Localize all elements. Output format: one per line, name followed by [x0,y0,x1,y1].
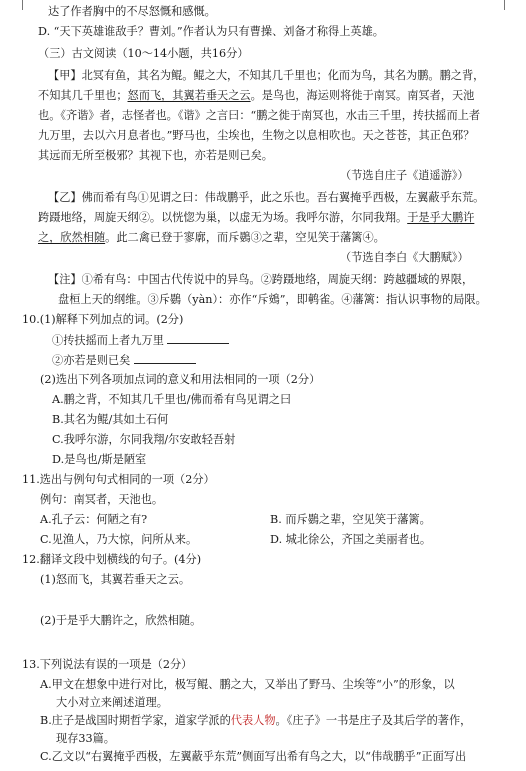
option-c: C.我呼尔游，尔同我翔/尔安敢轻吾射 [52,433,236,446]
question-subtitle: (2)选出下列各项加点词的意义和用法相同的一项（2分） [40,373,321,386]
translate-item-1: (1)怒而飞，其翼若垂天之云。 [40,573,191,586]
passage-jia-line: 也。《齐谐》者，志怪者也。《谐》之言曰：“鹏之徙于南冥也，水击三千里，抟扶摇而上者 [38,109,481,122]
option-d: D.是鸟也/斯是陋室 [52,453,147,466]
highlighted-term: 代表人物 [230,714,276,727]
option-d: D. 城北徐公，齐国之美丽者也。 [270,533,432,546]
underlined-sentence: 之，欣然相随 [38,231,106,244]
text-span: 不知其几千里也； [38,89,128,102]
option-c: C.乙文以“右翼掩乎西极，左翼蔽乎东荒”侧面写出希有鸟之大，以“伟哉鹏乎”正面写出 [40,750,467,763]
passage-yi-line: 【乙】佛而希有鸟①见谓之曰：伟哉鹏乎，此之乐也。吾右翼掩乎西极，左翼蔽乎东荒。 [48,191,485,204]
passage-yi-line [38,229,385,247]
question-item [52,331,229,350]
option-b [40,712,471,730]
question-text: ②亦若是则已矣 [52,354,131,367]
answer-blank[interactable] [167,331,229,344]
footnote-line: 盘桓上天的纲维。③斥鷃（yàn）：亦作“斥鴳”，即鹌雀。④藩篱：指认识事物的局限。 [58,293,487,306]
text-span: 跨蹑地络，周旋天纲②。以恍惚为巢，以虚无为场。我呼尔游，尔同我翔。 [38,211,408,224]
option-a: A.孔子云：何陋之有? [40,513,148,526]
option-b: B.其名为鲲/其如土石何 [52,413,169,426]
section-heading: （三）古文阅读（10～14小题，共16分） [38,47,249,60]
passage-jia-line [38,87,474,105]
text-line: 达了作者胸中的不尽怒慨和感慨。 [48,5,216,18]
passage-jia-line: 【甲】北冥有鱼，其名为鲲。鲲之大，不知其几千里也；化而为鸟，其名为鹏。鹏之背， [48,69,485,82]
underlined-sentence: 于是乎大鹏许 [407,211,475,224]
question-11-title: 11.选出与例句句式相同的一项（2分） [22,473,215,486]
option-b: B. 而斥鷃之辈，空见笑于藩篱。 [270,513,431,526]
option-a: A.甲文在想象中进行对比，极写鲲、鹏之大，又举出了野马、尘埃等“小”的形象，以 [40,678,455,691]
option-a: A.鹏之背，不知其几千里也/佛而希有鸟见谓之曰 [52,393,292,406]
question-13-title: 13.下列说法有误的一项是（2分） [22,658,193,671]
passage-jia-line: 其远而无所至极邪？其视下也，亦若是则已矣。 [38,149,273,162]
translate-item-2: (2)于是乎大鹏许之，欣然相随。 [40,614,202,627]
option-b-cont: 现存33篇。 [56,732,115,745]
example-sentence: 例句：南冥者，天池也。 [40,493,164,506]
footnote-line: 【注】①希有鸟：中国古代传说中的异鸟。②跨蹑地络，周旋天纲：跨越疆域的界限， [48,273,474,286]
question-text: ①抟扶摇而上者九万里 [52,334,164,347]
text-span: B.庄子是战国时期哲学家，道家学派的 [40,714,231,727]
passage-jia-line: 九万里，去以六月息者也。”野马也，尘埃也，生物之以息相吹也。天之苍苍，其正色邪？ [38,129,475,142]
answer-blank[interactable] [134,351,196,364]
option-c: C.见渔人，乃大惊，问所从来。 [40,533,198,546]
underlined-sentence: 怒而飞，其翼若垂天之云 [127,89,251,102]
source-note: （节选自庄子《逍遥游》） [340,169,469,182]
question-10-title: 10.(1)解释下列加点的词。(2分) [22,313,184,326]
option-d-line: D. “天下英雄谁敌手？曹刘。”作者认为只有曹操、刘备才称得上英雄。 [38,25,384,38]
passage-yi-line [38,209,474,227]
option-a-cont: 大小对立来阐述道理。 [56,696,168,709]
question-12-title: 12.翻译文段中划横线的句子。(4分) [22,553,202,566]
text-span: 。《庄子》一书是庄子及其后学的著作， [275,714,472,727]
question-item [52,351,196,370]
text-span: 。此二禽已登于寥廓，而斥鷃③之辈，空见笑于藩篱④。 [105,231,385,244]
crop-mark-right [504,0,505,10]
crop-mark-left [22,0,23,10]
source-note: （节选自李白《大鹏赋》） [340,251,469,264]
text-span: 。是鸟也，海运则将徙于南冥。南冥者，天池 [250,89,475,102]
